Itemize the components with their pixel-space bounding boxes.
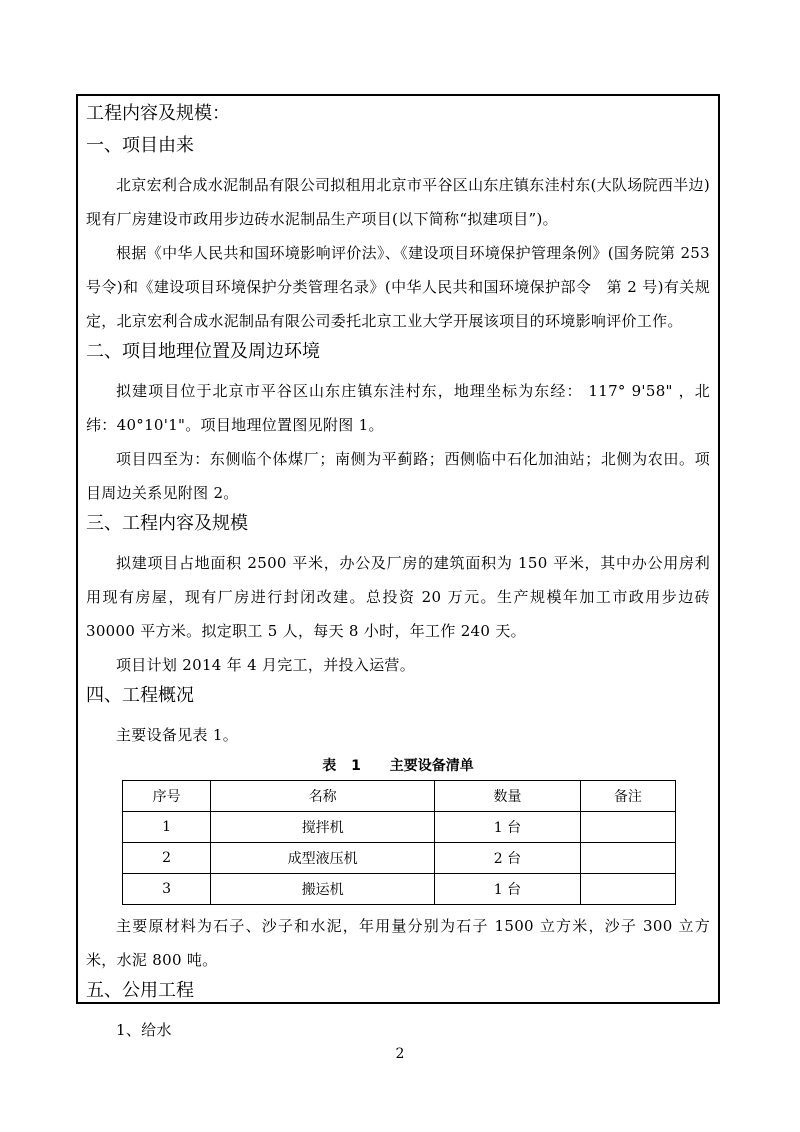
paragraph-location-1: 拟建项目位于北京市平谷区山东庄镇东洼村东，地理坐标为东经： 117° 9'58" ，北纬：40°10'1"。项目地理位置图见附图 1。 (86, 382, 710, 434)
table-caption: 表 1 主要设备清单 (322, 758, 474, 774)
table-cell: 3 (123, 874, 211, 905)
table-cell: 搬运机 (211, 874, 435, 905)
table-header-cell: 数量 (435, 781, 581, 812)
table-header-cell: 名称 (211, 781, 435, 812)
table-cell: 2 (123, 843, 211, 874)
table-header-row (123, 781, 676, 812)
heading-scope: 三、工程内容及规模 (86, 513, 248, 534)
table-row (123, 812, 676, 843)
table-cell (580, 812, 675, 843)
paragraph-location-2: 项目四至为：东侧临个体煤厂；南侧为平蓟路；西侧临中石化加油站；北侧为农田。项目周边关系见附图 2。 (86, 450, 710, 502)
table-cell: 1 台 (435, 874, 581, 905)
content-frame (76, 94, 720, 1039)
content-body (86, 104, 710, 1047)
table-cell: 搅拌机 (211, 812, 435, 843)
page-number: 2 (395, 1046, 405, 1062)
paragraph-materials: 主要原材料为石子、沙子和水泥，年用量分别为石子 1500 立方米，沙子 300 立方米，水泥 800 吨。 (86, 917, 710, 969)
heading-utilities: 五、公用工程 (86, 980, 194, 1001)
table-cell: 成型液压机 (211, 843, 435, 874)
table-cell (580, 843, 675, 874)
table-row (123, 874, 676, 905)
table-cell: 1 (123, 812, 211, 843)
section-title: 工程内容及规模： (86, 103, 230, 124)
table-cell: 2 台 (435, 843, 581, 874)
paragraph-overview-1: 主要设备见表 1。 (116, 726, 239, 744)
table-cell: 1 台 (435, 812, 581, 843)
paragraph-scope-2: 项目计划 2014 年 4 月完工，并投入运营。 (116, 656, 415, 674)
list-item-water-supply: 1、给水 (116, 1021, 172, 1039)
heading-location: 二、项目地理位置及周边环境 (86, 341, 320, 362)
heading-overview: 四、工程概况 (86, 685, 194, 706)
table-cell (580, 874, 675, 905)
paragraph-origin-2: 根据《中华人民共和国环境影响评价法》、《建设项目环境保护管理条例》(国务院第 253 号令)和《建设项目环境保护分类管理名录》(中华人民共和国环境保护部令 第 2 号)有关规定，北京宏利合成水泥制品有限公司委托北京工业大学开展该项目的环境影响评价工作。 (86, 244, 710, 330)
table-row (123, 843, 676, 874)
paragraph-origin-1: 北京宏利合成水泥制品有限公司拟租用北京市平谷区山东庄镇东洼村东(大队场院西半边)现有厂房建设市政用步边砖水泥制品生产项目(以下简称“拟建项目”)。 (86, 176, 710, 228)
equipment-table (122, 780, 676, 905)
heading-project-origin: 一、项目由来 (86, 135, 194, 156)
paragraph-scope-1: 拟建项目占地面积 2500 平米，办公及厂房的建筑面积为 150 平米，其中办公用房利用现有房屋，现有厂房进行封闭改建。总投资 20 万元。生产规模年加工市政用步边砖 30000 平方米。拟定职工 5 人，每天 8 小时，年工作 240 天。 (86, 554, 710, 640)
table-header-cell: 序号 (123, 781, 211, 812)
table-header-cell: 备注 (580, 781, 675, 812)
